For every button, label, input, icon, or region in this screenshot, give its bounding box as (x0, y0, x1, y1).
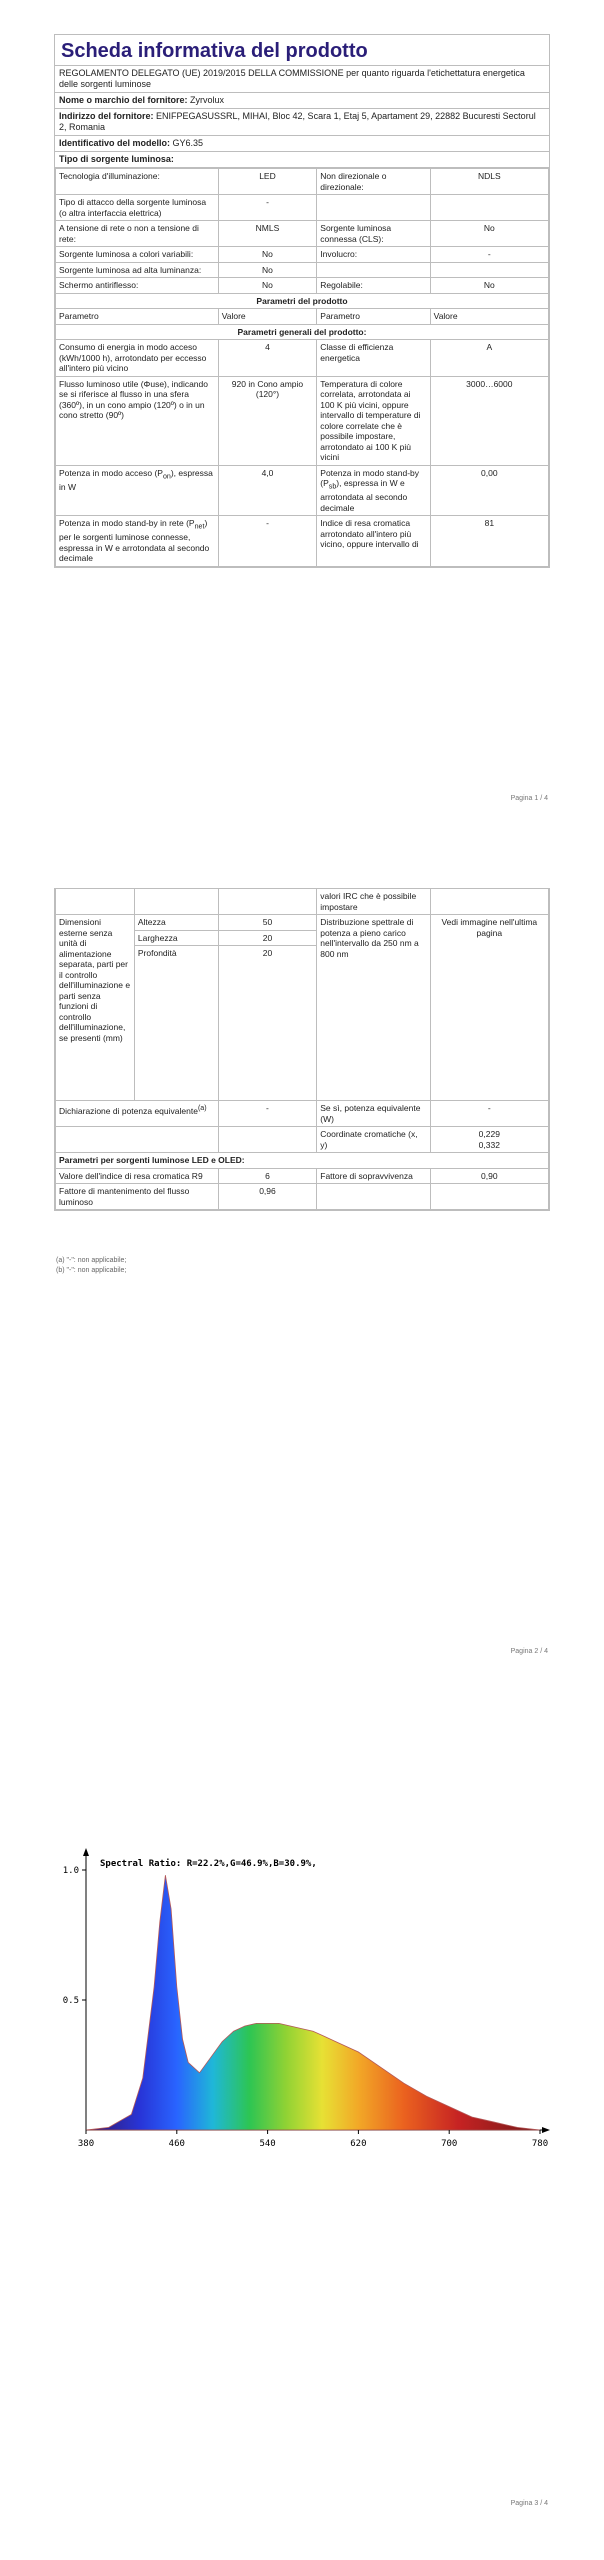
x-tick-label: 460 (168, 2139, 185, 2149)
cell: Larghezza (134, 930, 218, 946)
column-header: Parametro (56, 309, 219, 325)
source-type-table (55, 168, 549, 567)
footnote-b: (b) "-": non applicabile; (56, 1267, 127, 1274)
product-sheet-page2 (54, 888, 550, 1211)
section-heading: Parametri per sorgenti luminose LED e OLED: (56, 1153, 549, 1169)
x-tick-label: 380 (77, 2139, 95, 2149)
table-row (56, 278, 549, 294)
cell: - (430, 1101, 548, 1127)
table-row (56, 340, 549, 377)
table-row (56, 516, 549, 567)
cell: Se sì, potenza equivalente (W) (317, 1101, 430, 1127)
dimensions-table (55, 888, 549, 1210)
cell: LED (218, 169, 317, 195)
cell: - (430, 247, 548, 263)
cell: 0,96 (218, 1184, 317, 1210)
x-tick-label: 620 (350, 2139, 367, 2149)
table-row (56, 1153, 549, 1169)
cell: 3000…6000 (430, 376, 548, 465)
column-header: Valore (430, 309, 548, 325)
table-row (56, 1127, 549, 1153)
spectrum-area (86, 1875, 540, 2130)
cell: No (218, 278, 317, 294)
cell: - (218, 195, 317, 221)
cell: 0,90 (430, 1168, 548, 1184)
spectral-chart-svg (56, 1740, 550, 2300)
table-row (56, 1184, 549, 1210)
cell (317, 262, 430, 278)
cell: No (430, 278, 548, 294)
cell: valori IRC che è possibile impostare (317, 889, 430, 915)
cell: 4 (218, 340, 317, 377)
cell: 0,00 (430, 465, 548, 516)
cell: Potenza in modo stand-by in rete $(P_{net})$ per le sorgenti luminose connesse, espressa in W e arrotondata al secondo decimale (56, 516, 219, 567)
cell: 81 (430, 516, 548, 567)
page-number: Pagina 2 / 4 (510, 1648, 548, 1655)
cell: Temperatura di colore correlata, arrotondata ai 100 K più vicini, oppure intervallo di temperature di colore correlate che è possibile impostare, arrotondato ai 100 K più vicini (317, 376, 430, 465)
cell: Dimensioni esterne senza unità di alimentazione separata, parti per il controllo dell'illuminazione e parti senza funzioni di controllo dell'illuminazione, se presenti (mm) (56, 915, 135, 1101)
column-header: Parametro (317, 309, 430, 325)
cell: NMLS (218, 221, 317, 247)
cell: No (218, 262, 317, 278)
cell: NDLS (430, 169, 548, 195)
cell: - (218, 516, 317, 567)
cell: A tensione di rete o non a tensione di rete: (56, 221, 219, 247)
table-header-row (56, 309, 549, 325)
cell (317, 195, 430, 221)
y-tick-label: 1.0 (62, 1866, 79, 1876)
y-axis-arrow (83, 1848, 89, 1856)
cell: Schermo antiriflesso: (56, 278, 219, 294)
cell (317, 1184, 430, 1210)
cell: No (218, 247, 317, 263)
supplier-name-row (55, 93, 549, 109)
cell: Tecnologia d'illuminazione: (56, 169, 219, 195)
cell: Sorgente luminosa a colori variabili: (56, 247, 219, 263)
cell: 0,229 0,332 (430, 1127, 548, 1153)
table-row (56, 262, 549, 278)
cell: Regolabile: (317, 278, 430, 294)
table-row (56, 247, 549, 263)
model-label: Identificativo del modello: (59, 138, 171, 148)
cell: Distribuzione spettrale di potenza a pieno carico nell'intervallo da 250 nm a 800 nm (317, 915, 430, 1101)
cell: Sorgente luminosa ad alta luminanza: (56, 262, 219, 278)
cell (430, 195, 548, 221)
x-axis-arrow (542, 2127, 550, 2133)
supplier-address: ENIFPEGASUSSRL, MIHAI, Bloc 42, Scara 1, Etaj 5, Apartament 29, 22882 Bucuresti Sectorul 2, Romania (59, 111, 536, 132)
supplier-address-label: Indirizzo del fornitore: (59, 111, 154, 121)
cell (430, 1184, 548, 1210)
table-row (56, 915, 549, 931)
cell: A (430, 340, 548, 377)
cell: 50 (218, 915, 317, 931)
table-row (56, 169, 549, 195)
supplier-name-label: Nome o marchio del fornitore: (59, 95, 188, 105)
cell (218, 889, 317, 915)
cell (134, 889, 218, 915)
cell: 20 (218, 946, 317, 1101)
cell: Sorgente luminosa connessa (CLS): (317, 221, 430, 247)
cell (56, 1127, 219, 1153)
cell: Consumo di energia in modo acceso (kWh/1000 h), arrotondato per eccesso all'intero più vicino (56, 340, 219, 377)
footnotes (56, 1256, 126, 1276)
table-row (56, 889, 549, 915)
source-type-heading: Tipo di sorgente luminosa: (55, 152, 549, 168)
cell: No (430, 221, 548, 247)
cell: Profondità (134, 946, 218, 1101)
cell (56, 889, 135, 915)
regulation-text: REGOLAMENTO DELEGATO (UE) 2019/2015 DELLA COMMISSIONE per quanto riguarda l'etichettatura energetica delle sorgenti luminose (55, 66, 549, 93)
cell: Involucro: (317, 247, 430, 263)
cell: Vedi immagine nell'ultima pagina (430, 915, 548, 1101)
table-row (56, 1168, 549, 1184)
cell (430, 262, 548, 278)
cell: 920 in Cono ampio (120°) (218, 376, 317, 465)
cell: Fattore di mantenimento del flusso luminoso (56, 1184, 219, 1210)
cell: Valore dell'indice di resa cromatica R9 (56, 1168, 219, 1184)
page-number: Pagina 3 / 4 (510, 2500, 548, 2507)
spectral-chart (56, 1740, 550, 2300)
x-tick-label: 540 (259, 2139, 276, 2149)
table-row (56, 324, 549, 340)
supplier-address-row (55, 109, 549, 136)
page-title: Scheda informativa del prodotto (55, 35, 549, 66)
cell: Potenza in modo acceso $(P_{on})$, espressa in W (56, 465, 219, 516)
table-row (56, 1101, 549, 1127)
cell (430, 889, 548, 915)
table-row (56, 293, 549, 309)
model-id: GY6.35 (172, 138, 204, 148)
column-header: Valore (218, 309, 317, 325)
cell: 6 (218, 1168, 317, 1184)
plot-area (63, 1848, 550, 2149)
supplier-name: Zyrvolux (190, 95, 225, 105)
cell: - (218, 1101, 317, 1127)
cell: Non direzionale o direzionale: (317, 169, 430, 195)
product-sheet-page1 (54, 34, 550, 568)
cell: Fattore di sopravvivenza (317, 1168, 430, 1184)
page-number: Pagina 1 / 4 (510, 795, 548, 802)
cell: Indice di resa cromatica arrotondato all'intero più vicino, oppure intervallo di (317, 516, 430, 567)
table-row (56, 221, 549, 247)
y-tick-label: 0.5 (62, 1996, 79, 2006)
model-row (55, 136, 549, 152)
cell: Classe di efficienza energetica (317, 340, 430, 377)
cell: Coordinate cromatiche (x, y) (317, 1127, 430, 1153)
table-row (56, 195, 549, 221)
x-tick-label: 700 (441, 2139, 458, 2149)
table-row (56, 465, 549, 516)
cell: Potenza in modo stand-by $(P_{sb})$, espressa in W e arrotondata al secondo decimale (317, 465, 430, 516)
table-row (56, 376, 549, 465)
footnote-a: (a) "-": non applicabile; (56, 1257, 127, 1264)
cell: Tipo di attacco della sorgente luminosa (o altra interfaccia elettrica) (56, 195, 219, 221)
chart-title: Spectral Ratio: R=22.2%,G=46.9%,B=30.9%, (100, 1859, 317, 1869)
cell: Altezza (134, 915, 218, 931)
cell: 4,0 (218, 465, 317, 516)
cell (218, 1127, 317, 1153)
section-heading: Parametri del prodotto (56, 293, 549, 309)
cell: Dichiarazione di potenza equivalente$^{(a)}$ (56, 1101, 219, 1127)
cell: 20 (218, 930, 317, 946)
section-heading: Parametri generali del prodotto: (56, 324, 549, 340)
cell: Flusso luminoso utile (Φuse), indicando se si riferisce al flusso in una sfera (360º), in un cono ampio (120º) o in un cono stretto (90º) (56, 376, 219, 465)
x-tick-label: 780 (531, 2139, 549, 2149)
